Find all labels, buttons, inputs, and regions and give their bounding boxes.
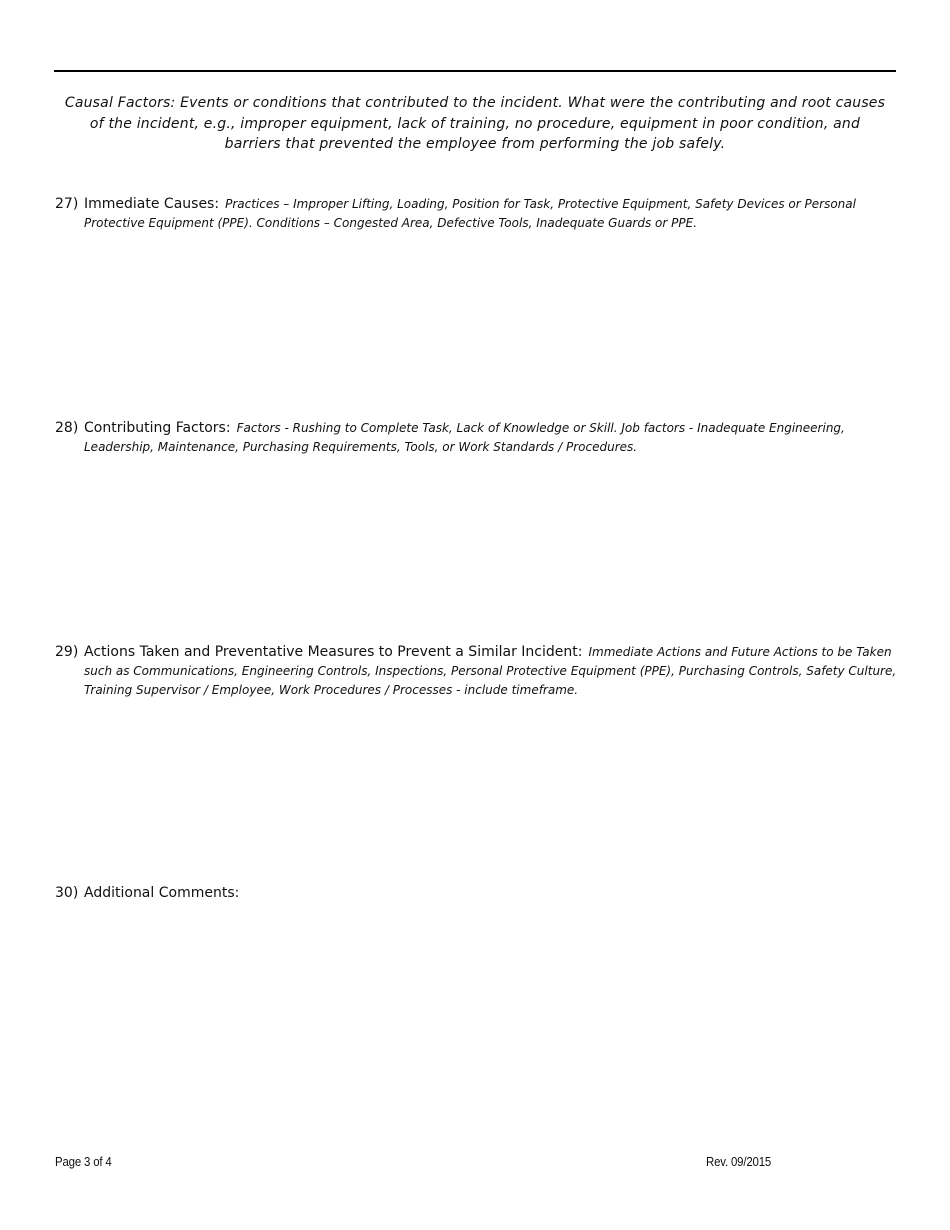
question-title: Contributing Factors: xyxy=(84,420,231,436)
top-rule xyxy=(54,70,896,72)
question-hint: Practices – Improper Lifting, Loading, Position for Task, Protective Equipment, Safety Devices or Personal Protective Equipment (PPE). Conditions – Congested Area, Defective Tools, Inadequate Guards or PPE. xyxy=(84,197,856,230)
question-text xyxy=(84,419,897,457)
question-text xyxy=(84,884,897,903)
page-number: Page 3 of 4 xyxy=(55,1154,112,1169)
question-additional-comments xyxy=(55,884,897,1053)
question-title: Additional Comments: xyxy=(84,885,240,901)
question-actions-taken xyxy=(55,643,897,850)
question-title: Actions Taken and Preventative Measures to Prevent a Similar Incident: xyxy=(84,644,583,660)
answer-area[interactable] xyxy=(55,700,897,850)
question-hint: Immediate Actions and Future Actions to be Taken such as Communications, Engineering Controls, Inspections, Personal Protective Equipment (PPE), Purchasing Controls, Safety Culture, Training Supervisor / Employee, Work Procedures / Processes - include timeframe. xyxy=(84,645,897,697)
question-number: 30) xyxy=(55,885,79,901)
question-number: 27) xyxy=(55,196,79,212)
question-text xyxy=(84,643,897,700)
answer-area[interactable] xyxy=(55,903,897,1053)
question-number: 28) xyxy=(55,420,79,436)
question-text xyxy=(84,195,897,233)
revision-date: Rev. 09/2015 xyxy=(706,1154,772,1169)
answer-area[interactable] xyxy=(55,233,897,383)
question-hint: Factors - Rushing to Complete Task, Lack of Knowledge or Skill. Job factors - Inadequate Engineering, Leadership, Maintenance, Purchasing Requirements, Tools, or Work Standards / Procedures. xyxy=(84,421,845,454)
question-title: Immediate Causes: xyxy=(84,196,220,212)
question-number: 29) xyxy=(55,644,79,660)
causal-factors-intro: Causal Factors: Events or conditions that contributed to the incident. What were the contributing and root causes of the incident, e.g., improper equipment, lack of training, no procedure, equipment in poor condition, and barriers that prevented the employee from performing the job safely. xyxy=(64,95,886,152)
answer-area[interactable] xyxy=(55,457,897,607)
question-contributing-factors xyxy=(55,419,897,607)
question-immediate-causes xyxy=(55,195,897,383)
